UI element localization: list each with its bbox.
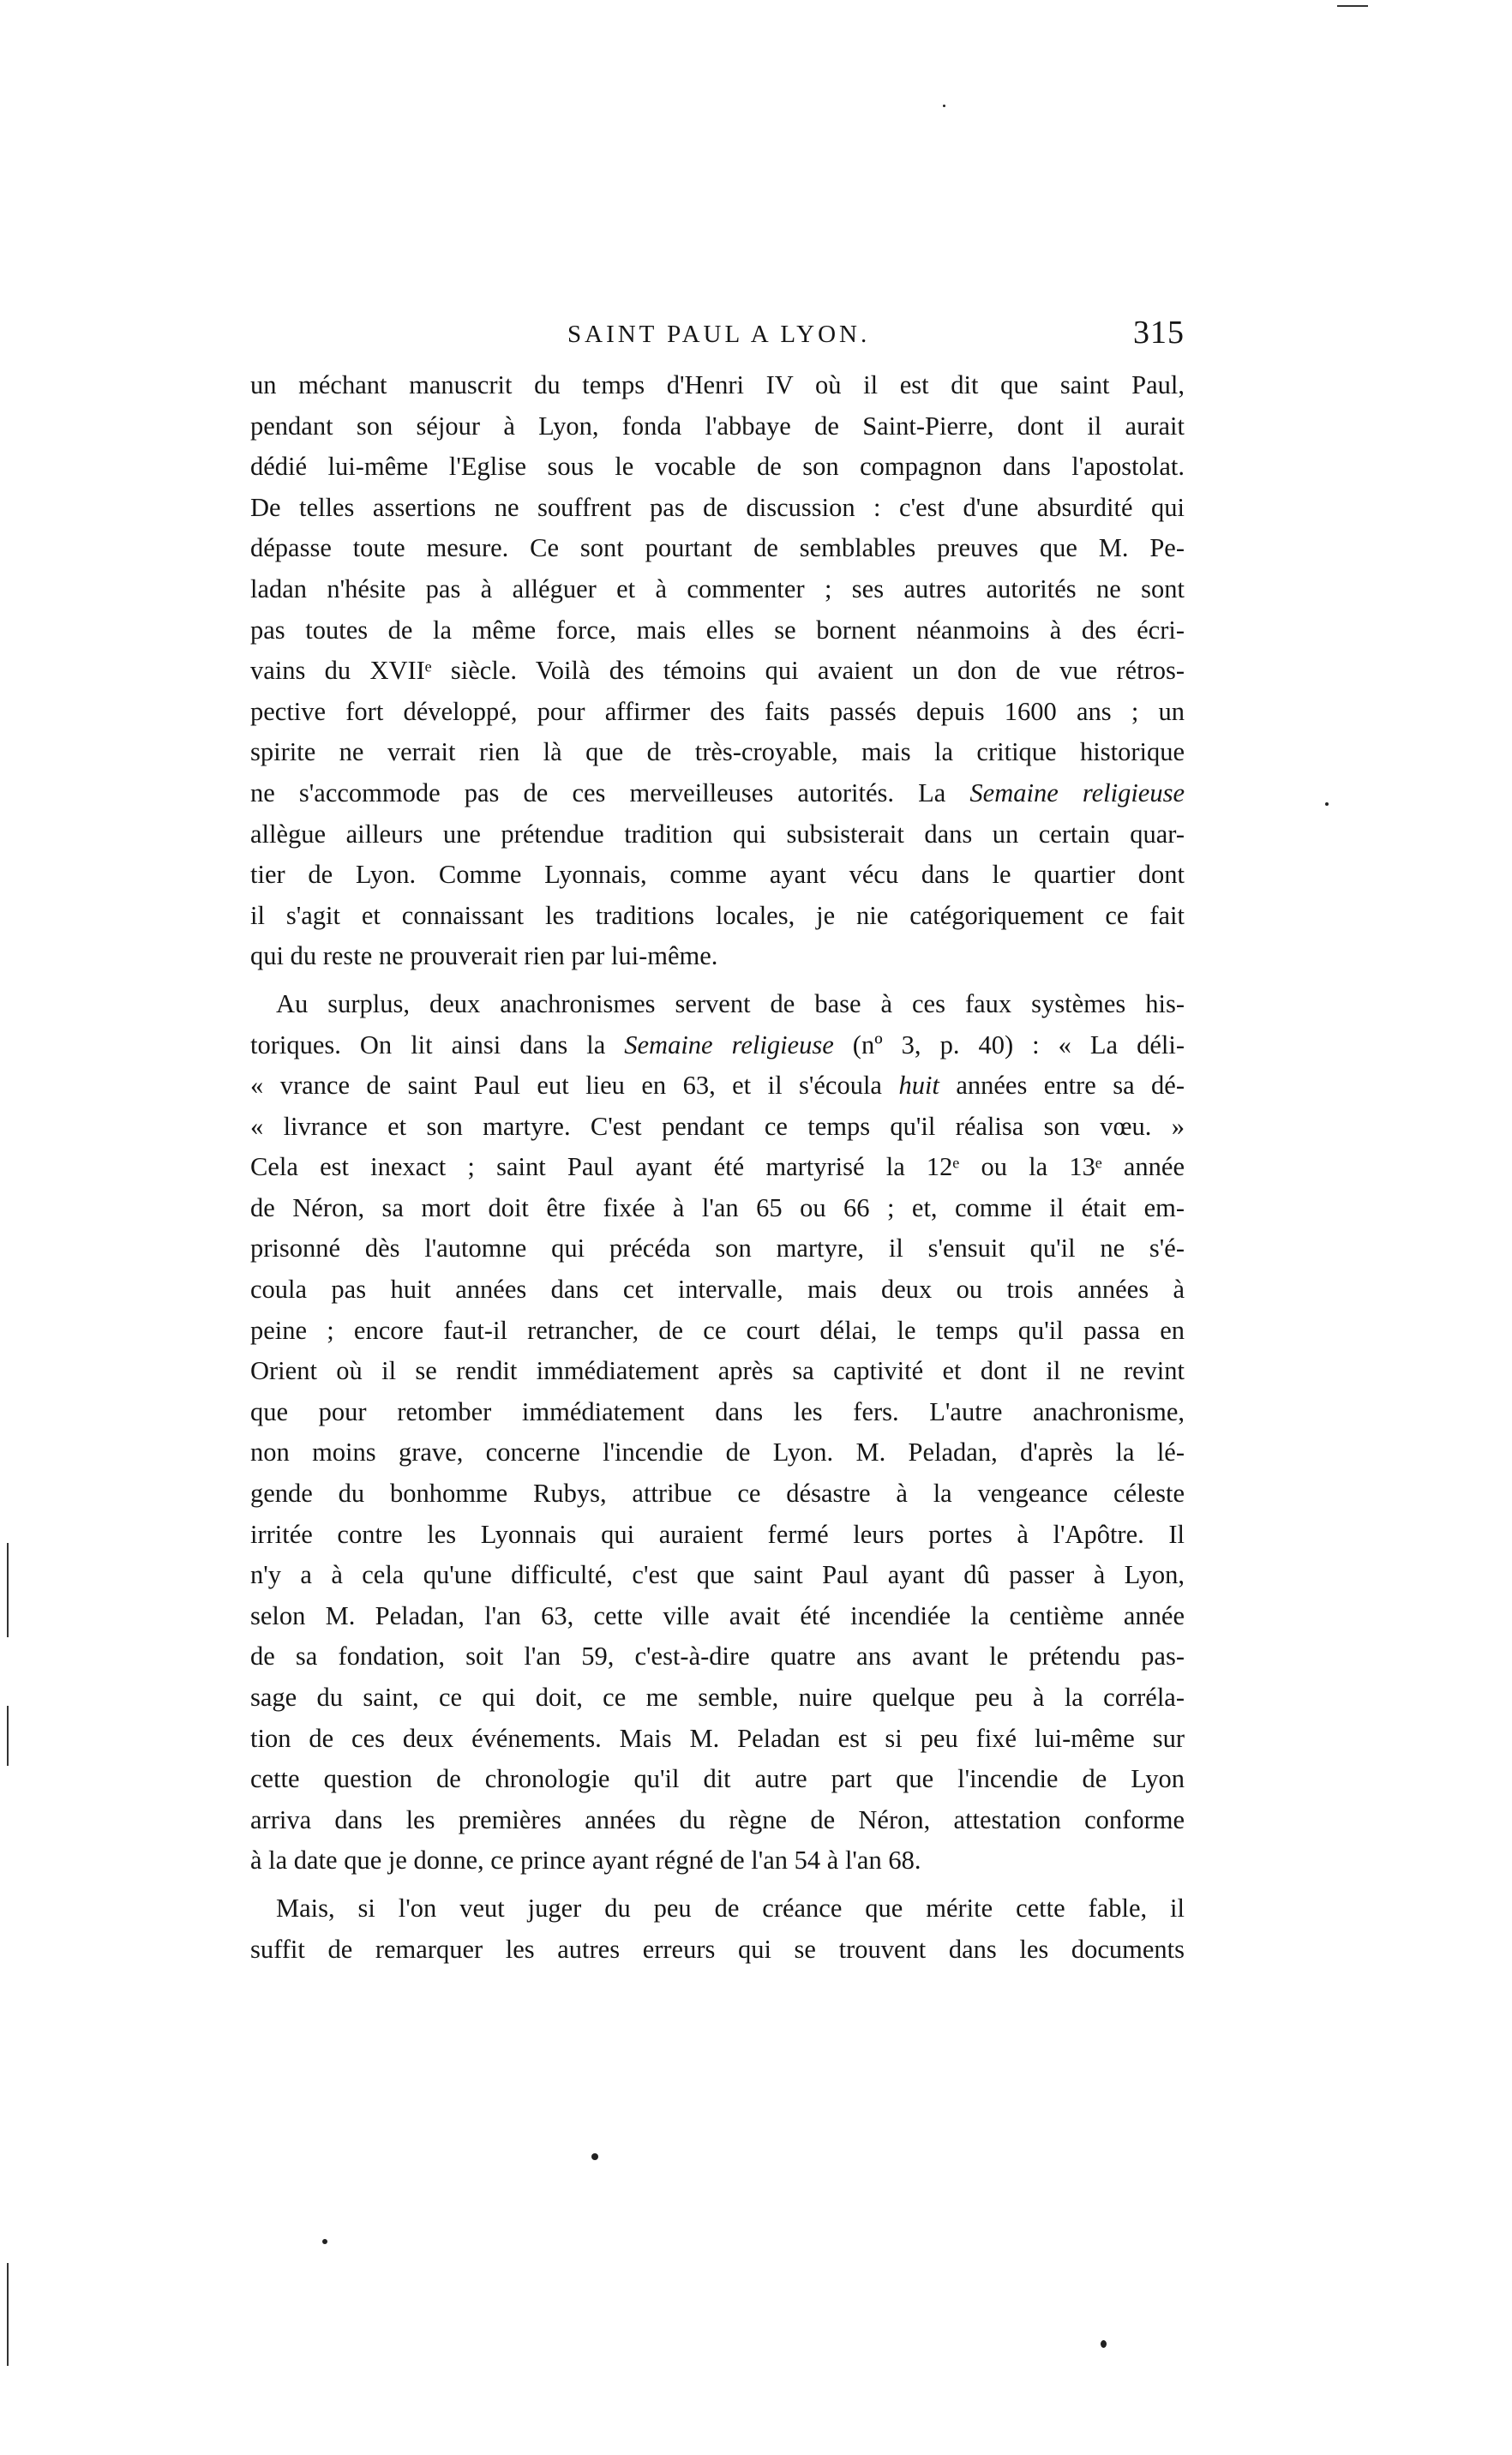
scan-speck (322, 2239, 327, 2244)
text-line: qui du reste ne prouverait rien par lui-même. (250, 941, 718, 971)
text-line: il s'agit et connaissant les traditions locales, je nie catégoriquement ce fait (250, 900, 1185, 930)
scan-edge-mark (7, 2263, 9, 2366)
scan-speck (591, 2153, 598, 2160)
text-line: sage du saint, ce qui doit, ce me semble, nuire quelque peu à la corréla- (250, 1683, 1185, 1712)
paragraph-start-line: Mais, si l'on veut juger du peu de créance que mérite cette fable, il (276, 1893, 1185, 1923)
text-line: Orient où il se rendit immédiatement après sa captivité et dont il ne revint (250, 1356, 1185, 1386)
text-line: dépasse toute mesure. Ce sont pourtant de semblables preuves que M. Pe- (250, 533, 1185, 563)
page-number: 315 (1133, 315, 1185, 351)
text-line: Cela est inexact ; saint Paul ayant été martyrisé la 12ᵉ ou la 13ᵉ année (250, 1152, 1185, 1182)
text-line (250, 773, 1185, 814)
text-segment: années entre sa dé- (939, 1071, 1185, 1101)
text-line: suffit de remarquer les autres erreurs qui se trouvent dans les documents (250, 1934, 1185, 1964)
text-line: arriva dans les premières années du règne de Néron, attestation conforme (250, 1804, 1185, 1834)
text-line (250, 1025, 1185, 1066)
text-line: tion de ces deux événements. Mais M. Peladan est si peu fixé lui-même sur (250, 1723, 1185, 1753)
scan-edge-mark (7, 1706, 9, 1766)
text-line: vains du XVIIᵉ siècle. Voilà des témoins qui avaient un don de vue rétros- (250, 656, 1185, 686)
text-line: ladan n'hésite pas à alléguer et à commenter ; ses autres autorités ne sont (250, 573, 1185, 603)
running-head (250, 314, 1185, 357)
text-line: cette question de chronologie qu'il dit autre part que l'incendie de Lyon (250, 1764, 1185, 1794)
text-line: peine ; encore faut-il retrancher, de ce court délai, le temps qu'il passa en (250, 1315, 1185, 1345)
body-text (250, 365, 1185, 1970)
quote-line: « livrance et son martyre. C'est pendant ce temps qu'il réalisa son vœu. » (250, 1111, 1185, 1141)
quote-line (250, 1065, 1185, 1107)
text-segment: ne s'accommode pas de ces merveilleuses autorités. La (250, 777, 970, 807)
text-line: tier de Lyon. Comme Lyonnais, comme ayant vécu dans le quartier dont (250, 860, 1185, 890)
text-line: pas toutes de la même force, mais elles se bornent néanmoins à des écri- (250, 615, 1185, 645)
text-segment: (nº 3, p. 40) : « La déli- (833, 1029, 1185, 1059)
text-line: de Néron, sa mort doit être fixée à l'an 65 ou 66 ; et, comme il était em- (250, 1192, 1185, 1222)
text-line: dédié lui-même l'Eglise sous le vocable de son compagnon dans l'apostolat. (250, 452, 1185, 482)
italic-title: Semaine religieuse (969, 777, 1185, 807)
text-line: pective fort développé, pour affirmer des faits passés depuis 1600 ans ; un (250, 696, 1185, 726)
text-line: selon M. Peladan, l'an 63, cette ville avait été incendiée la centième année (250, 1600, 1185, 1630)
text-segment: toriques. On lit ainsi dans la (250, 1029, 625, 1059)
italic-title: Semaine religieuse (624, 1029, 834, 1059)
paragraph-start-line: Au surplus, deux anachronismes servent de base à ces faux systèmes his- (276, 988, 1185, 1018)
scan-edge-mark (1337, 5, 1368, 7)
text-line: prisonné dès l'automne qui précéda son martyre, il s'ensuit qu'il ne s'é- (250, 1234, 1185, 1264)
scan-speck (1101, 2340, 1107, 2348)
text-segment: « vrance de saint Paul eut lieu en 63, et il s'écoula (250, 1071, 899, 1101)
text-line: que pour retomber immédiatement dans les fers. L'autre anachronisme, (250, 1396, 1185, 1426)
text-line: n'y a à cela qu'une difficulté, c'est que saint Paul ayant dû passer à Lyon, (250, 1560, 1185, 1590)
italic-word: huit (898, 1071, 939, 1101)
text-line: gende du bonhomme Rubys, attribue ce désastre à la vengeance céleste (250, 1479, 1185, 1509)
text-line: de sa fondation, soit l'an 59, c'est-à-dire quatre ans avant le prétendu pas- (250, 1642, 1185, 1672)
text-line: un méchant manuscrit du temps d'Henri IV où il est dit que saint Paul, (250, 370, 1185, 399)
text-line: à la date que je donne, ce prince ayant régné de l'an 54 à l'an 68. (250, 1846, 921, 1876)
text-line: irritée contre les Lyonnais qui auraient fermé leurs portes à l'Apôtre. Il (250, 1519, 1185, 1549)
scan-edge-mark (7, 1543, 9, 1637)
text-line: coula pas huit années dans cet intervalle, mais deux ou trois années à (250, 1275, 1185, 1305)
running-title: SAINT PAUL A LYON. (567, 321, 871, 348)
text-line: spirite ne verrait rien là que de très-croyable, mais la critique historique (250, 737, 1185, 767)
text-line: pendant son séjour à Lyon, fonda l'abbaye de Saint-Pierre, dont il aurait (250, 411, 1185, 441)
text-line: De telles assertions ne souffrent pas de discussion : c'est d'une absurdité qui (250, 492, 1185, 522)
scan-speck (1325, 802, 1329, 806)
scan-speck (943, 105, 945, 107)
text-line: allègue ailleurs une prétendue tradition qui subsisterait dans un certain quar- (250, 819, 1185, 849)
text-line: non moins grave, concerne l'incendie de Lyon. M. Peladan, d'après la lé- (250, 1438, 1185, 1468)
